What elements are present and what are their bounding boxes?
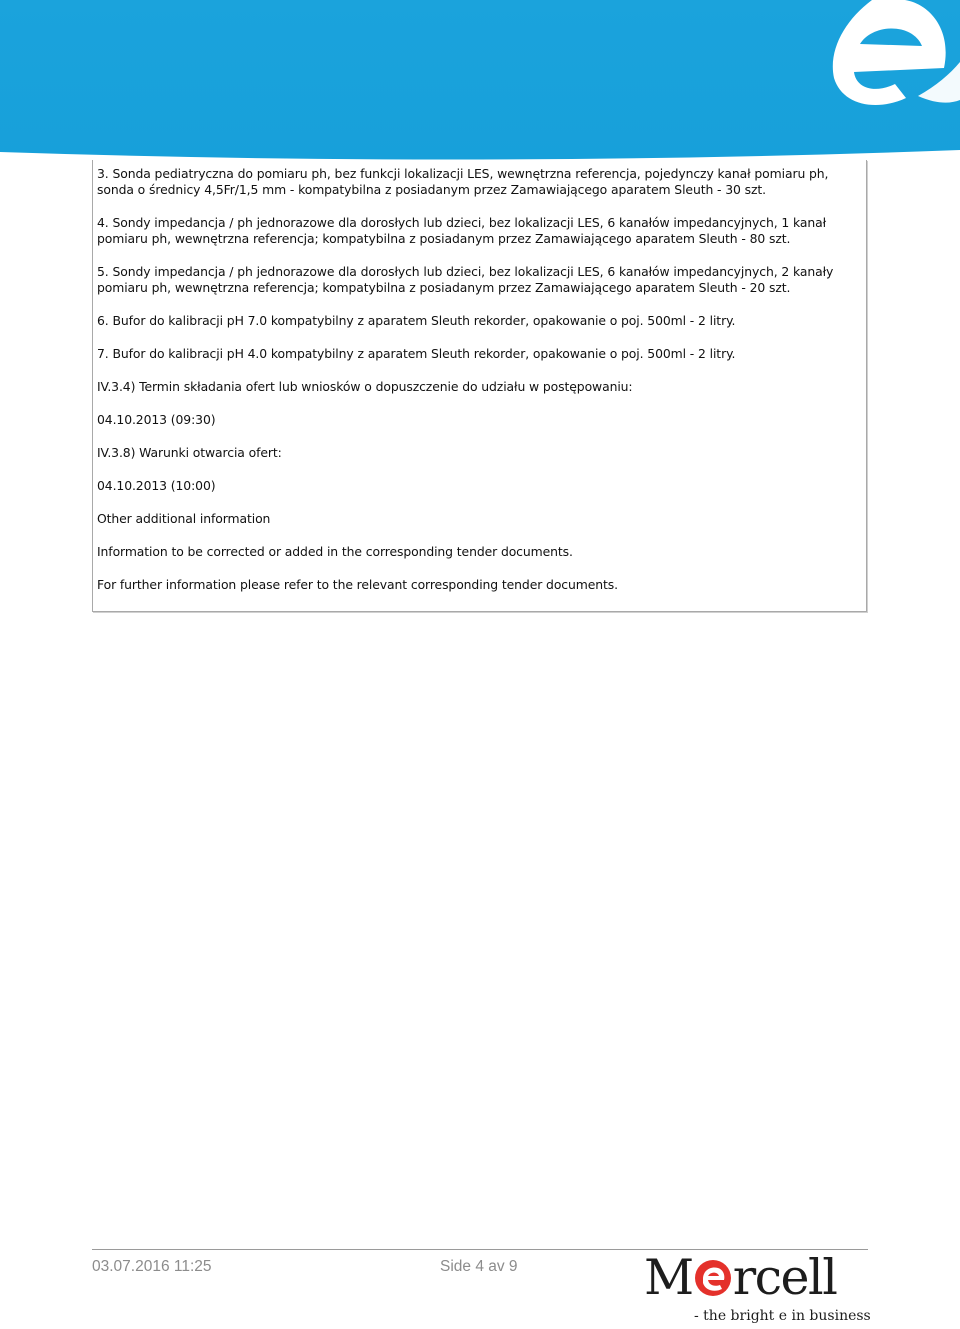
opening-date: 04.10.2013 (10:00) [97,478,216,493]
footer-timestamp: 03.07.2016 11:25 [92,1258,212,1275]
paragraph: 5. Sondy impedancja / ph jednorazowe dla dorosłych lub dzieci, bez lokalizacji LES, 6 kanałów impedancyjnych, 2 kanały pomiaru ph, wewnętrzna referencja; kompatybilna z posiadanym przez Zamawiającego aparatem Sleuth - 20 szt. [97,264,834,295]
paragraph: 3. Sonda pediatryczna do pomiaru ph, bez funkcji lokalizacji LES, wewnętrzna referencja, pojedynczy kanał pomiaru ph, sonda o średnicy 4,5Fr/1,5 mm - kompatybilna z posiadanym przez Zamawiającego aparatem Sleuth - 30 szt. [97,166,829,197]
paragraph: For further information please refer to the relevant corresponding tender documents. [97,577,618,592]
brand-suffix: rcell [732,1249,837,1306]
brand-wordmark [644,1249,837,1306]
section-heading: IV.3.4) Termin składania ofert lub wniosków o dopuszczenie do udziału w postępowaniu: [97,379,633,394]
brand-logo [644,1249,874,1326]
section-heading: IV.3.8) Warunki otwarcia ofert: [97,445,282,460]
paragraph: 6. Bufor do kalibracji pH 7.0 kompatybilny z aparatem Sleuth rekorder, opakowanie o poj. 500ml - 2 litry. [97,313,736,328]
paragraph: Information to be corrected or added in the corresponding tender documents. [97,544,573,559]
brand-tagline: - the bright e in business [694,1308,871,1324]
e-circle-logo-icon [694,1259,732,1297]
brand-prefix: M [644,1249,693,1306]
deadline-date: 04.10.2013 (09:30) [97,412,216,427]
header-banner [0,0,960,160]
footer-page-number: Side 4 av 9 [440,1258,518,1275]
paragraph: 7. Bufor do kalibracji pH 4.0 kompatybilny z aparatem Sleuth rekorder, opakowanie o poj. 500ml - 2 litry. [97,346,736,361]
paragraph: 4. Sondy impedancja / ph jednorazowe dla dorosłych lub dzieci, bez lokalizacji LES, 6 kanałów impedancyjnych, 1 kanał pomiaru ph, wewnętrzna referencja; kompatybilna z posiadanym przez Zamawiającego aparatem Sleuth - 80 szt. [97,215,827,246]
section-heading: Other additional information [97,511,271,526]
document-content [92,160,867,612]
